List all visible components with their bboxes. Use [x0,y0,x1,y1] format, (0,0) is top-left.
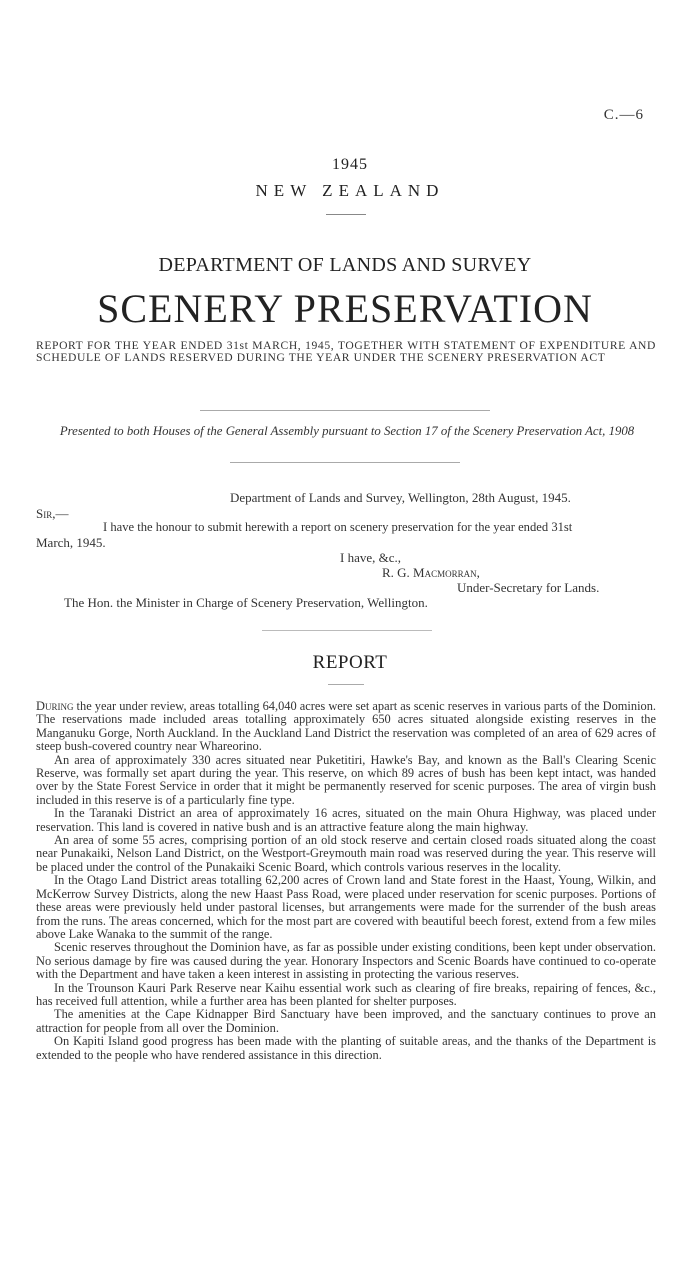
report-paragraph [36,700,656,754]
report-subtitle: REPORT FOR THE YEAR ENDED 31st MARCH, 1945, TOGETHER WITH STATEMENT OF EXPENDITURE AND SCHEDULE OF LANDS RESERVED DURING THE YEAR UNDER THE SCENERY PRESERVATION ACT [36,339,656,364]
divider-rule [326,214,366,215]
letter-body-line-2: March, 1945. [36,535,106,550]
report-heading: REPORT [312,652,388,673]
letter-closing: I have, &c., [340,550,402,565]
paragraph-text: the year under review, areas totalling 64,040 acres were set apart as scenic reserves in various parts of the Dominion. The reservations made included areas totalling approximately 650 acres situated alongside existing reserves in the Manganuku Gorge, North Auckland. In the Auckland Land District the reservation was completed of an area of 629 acres of steep bush-covered country near Whareorino. [36,699,656,754]
report-paragraph: An area of approximately 330 acres situated near Puketitiri, Hawke's Bay, and known as the Ball's Clearing Scenic Reserve, was formally set apart during the year. This reserve, on which 89 acres of bush has been kept intact, was handed over by the State Forest Service in order that it might be permanently reserved for scenic purposes. The area of virgin bush included in this reserve is of a particularly fine type. [36,752,656,807]
publication-year: 1945 [332,156,368,173]
department-heading: DEPARTMENT OF LANDS AND SURVEY [158,254,532,276]
divider-rule [230,462,460,463]
divider-rule [262,630,432,631]
drop-word: During [36,699,74,713]
divider-rule [328,684,364,685]
report-body [36,700,656,1062]
document-title: SCENERY PRESERVATION [97,286,593,331]
page-identifier: C.—6 [603,107,644,123]
country-heading: NEW ZEALAND [255,181,445,200]
report-paragraph: Scenic reserves throughout the Dominion have, as far as possible under existing conditions, been kept under observation. No serious damage by fire was caused during the year. Honorary Inspectors and Scenic Boards have continued to co-operate with the Department and have taken a keen interest in assisting in protecting the various reserves. [36,940,656,982]
letter-body-line-1: I have the honour to submit herewith a report on scenery preservation for the year ended 31st [103,520,573,534]
report-paragraph: On Kapiti Island good progress has been made with the planting of suitable areas, and the thanks of the Department is extended to the people who have rendered assistance in this direction. [36,1034,656,1062]
report-paragraph: In the Otago Land District areas totalling 62,200 acres of Crown land and State forest in the Haast, Young, Wilkin, and McKerrow Survey Districts, along the new Haast Pass Road, were placed under reservation for scenic purposes. Portions of these areas were previously held under pastoral licenses, but arrangements were made for the surrender of the bush areas from the runs. The areas concerned, which for the most part are covered with beautiful beech forest, extend from a few miles above Lake Wanaka to the summit of the range. [36,873,656,941]
report-paragraph: In the Trounson Kauri Park Reserve near Kaihu essential work such as clearing of fire breaks, repairing of fences, &c., has received full attention, while a further area has been planted for shelter purposes. [36,980,656,1008]
letter-signature-title: Under-Secretary for Lands. [457,580,600,595]
report-paragraph: The amenities at the Cape Kidnapper Bird Sanctuary have been improved, and the sanctuary continues to prove an attraction for people from all over the Dominion. [36,1007,656,1035]
report-paragraph: In the Taranaki District an area of approximately 16 acres, situated on the main Ohura Highway, was placed under reservation. This land is covered in native bush and is an attractive feature along the main highway. [36,806,656,834]
letter-salutation: Sir,— [36,506,69,521]
letter-address-date: Department of Lands and Survey, Wellington, 28th August, 1945. [230,490,571,505]
letter-addressee: The Hon. the Minister in Charge of Scenery Preservation, Wellington. [64,595,428,610]
presentation-note: Presented to both Houses of the General Assembly pursuant to Section 17 of the Scenery Preservation Act, 1908 [59,424,635,438]
divider-rule [200,410,490,411]
report-paragraph: An area of some 55 acres, comprising portion of an old stock reserve and certain closed roads situated along the coast near Punakaiki, Nelson Land District, on the Westport-Greymouth main road was reserved during the year. This reserve will be placed under the control of the Punakaiki Scenic Board, which controls various reserves in the locality. [36,833,656,874]
letter-signature: R. G. Macmorran, [382,565,480,580]
